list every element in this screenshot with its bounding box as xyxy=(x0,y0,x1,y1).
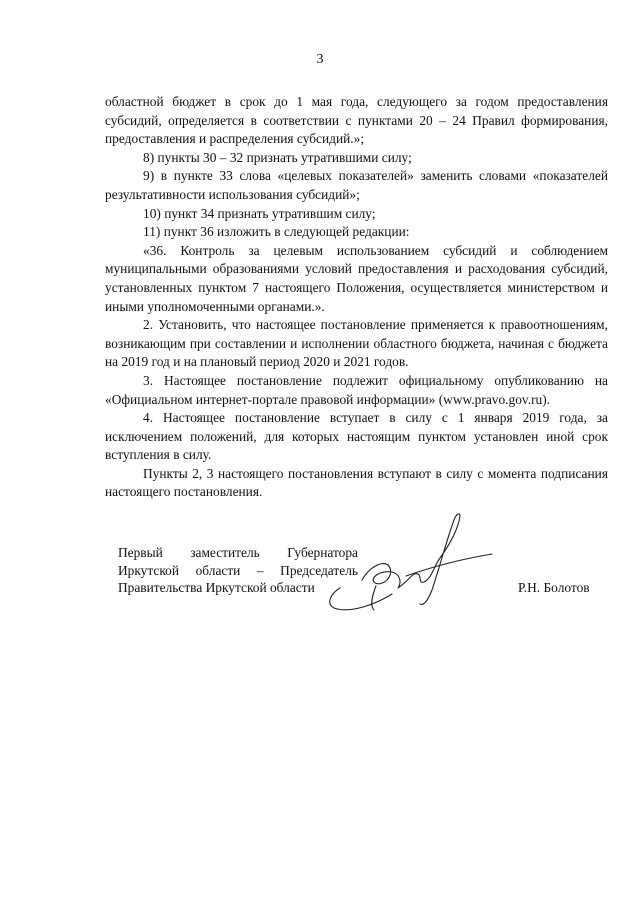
signatory-title-line: Иркутской области – Председатель xyxy=(118,562,358,578)
signatory-title-line: Первый заместитель Губернатора xyxy=(118,545,358,560)
signatory-name: Р.Н. Болотов xyxy=(518,580,590,595)
handwritten-signature xyxy=(300,508,500,628)
paragraph-section-4: 4. Настоящее постановление вступает в силу с 1 января 2019 года, за исключением положений, для которых настоящим пунктом установлен иной срок вступления в силу. xyxy=(105,410,608,463)
paragraph-item-11: 11) пункт 36 изложить в следующей редакции: xyxy=(143,224,410,240)
paragraph-section-3: 3. Настоящее постановление подлежит официальному опубликованию на «Официальном интернет-портале правовой информации» (www.pravo.gov.ru). xyxy=(105,372,608,407)
paragraph-section-2: 2. Установить, что настоящее постановление применяется к правоотношениям, возникающим при составлении и исполнении областного бюджета, начиная с бюджета на 2019 год и на плановый период 2020 и 2021 годов. xyxy=(105,317,608,370)
paragraph-effective-clause: Пункты 2, 3 настоящего постановления вступают в силу с момента подписания настоящего постановления. xyxy=(105,465,608,500)
paragraph-clause-36: «36. Контроль за целевым использованием субсидий и соблюдением муниципальными образованиями условий предоставления и расходования субсидий, установленных пунктом 7 настоящего Положения, осуществляется министерством и иными уполномоченными органами.». xyxy=(105,242,608,314)
document-body xyxy=(105,93,608,502)
paragraph-item-8: 8) пункты 30 – 32 признать утратившими силу; xyxy=(143,149,412,165)
paragraph-continuation: областной бюджет в срок до 1 мая года, следующего за годом предоставления субсидий, определяется в соответствии с пунктами 20 – 24 Правил формирования, предоставления и распределения субсидий.»; xyxy=(105,94,608,147)
page-number: 3 xyxy=(316,52,324,67)
signatory-title-line: Правительства Иркутской области xyxy=(118,580,315,595)
paragraph-item-9: 9) в пункте 33 слова «целевых показателей» заменить словами «показателей результативности использования субсидий»; xyxy=(105,168,608,202)
paragraph-item-10: 10) пункт 34 признать утратившим силу; xyxy=(143,205,376,221)
